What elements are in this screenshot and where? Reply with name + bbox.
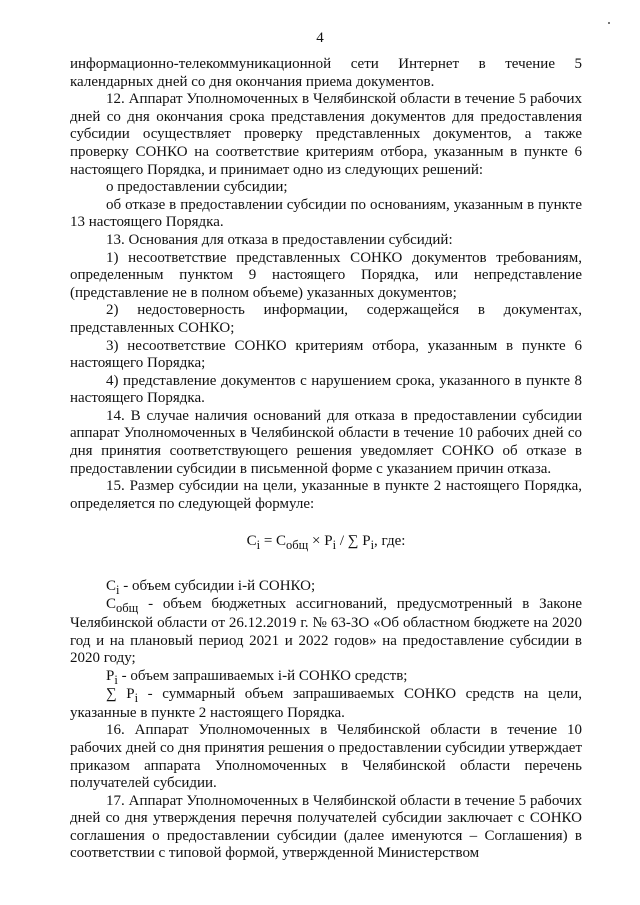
paragraph: 17. Аппарат Уполномоченных в Челябинской области в течение 5 рабочих дней со дня утверждения перечня получателей субсидии заключает с СОНКО соглашения о предоставлении субсидии (далее именуются – Соглашения) в соответствии с типовой формой, утвержденной Министерством	[70, 792, 582, 862]
paragraph: 15. Размер субсидии на цели, указанные в пункте 2 настоящего Порядка, определяется по следующей формуле:	[70, 478, 582, 512]
paragraph: 3) несоответствие СОНКО критериям отбора, указанным в пункте 6 настоящего Порядка;	[70, 337, 582, 372]
paragraph: 16. Аппарат Уполномоченных в Челябинской области в течение 10 рабочих дней со дня принятия решения о предоставлении субсидии утверждает приказом аппарата Уполномоченных в Челябинской области перечень получателей субсидии.	[70, 722, 582, 792]
definition-sum-pi: ∑ $P_i$ - суммарный объем запрашиваемых СОНКО средств на цели, указанные в пункте 2 настоящего Порядка.	[70, 686, 582, 721]
definition-cobsh: $C_{общ}$ - объем бюджетных ассигнований, предусмотренный в Законе Челябинской области от 26.12.2019 г. № 63-ЗО «Об областном бюджете на 2020 год и на плановый период 2021 и 2022 годов» на предоставление субсидии в 2020 году;	[70, 596, 582, 667]
paragraph: о предоставлении субсидии;	[106, 179, 288, 196]
definition-ci: $C_i$ - объем субсидии i-й СОНКО;	[106, 577, 316, 597]
paragraph: информационно-телекоммуникационной сети Интернет в течение 5 календарных дней со дня окончания приема документов.	[70, 56, 582, 90]
subsidy-formula: $C_i = C_{общ} \times P_i$ / ∑ $P_i$, где:	[246, 533, 406, 553]
paragraph: об отказе в предоставлении субсидии по основаниям, указанным в пункте 13 настоящего Порядка.	[70, 196, 582, 231]
definition-pi: $P_i$ - объем запрашиваемых i-й СОНКО средств;	[106, 667, 408, 687]
paragraph: 12. Аппарат Уполномоченных в Челябинской области в течение 5 рабочих дней со дня окончания срока представления документов для предоставления субсидии осуществляет проверку представленных документов, а также проверку СОНКО на соответствие критериям отбора, указанным в пункте 6 настоящего Порядка, и принимает одно из следующих решений:	[70, 91, 582, 178]
document-body	[70, 56, 582, 863]
paragraph: 2) недостоверность информации, содержащейся в документах, представленных СОНКО;	[70, 302, 582, 336]
paragraph: 4) представление документов с нарушением срока, указанного в пункте 8 настоящего Порядка.	[70, 372, 582, 407]
page-number: 4	[316, 30, 324, 46]
paragraph: 1) несоответствие представленных СОНКО документов требованиям, определенным пунктом 9 настоящего Порядка, или непредставление (представление не в полном объеме) указанных документов;	[70, 249, 582, 301]
paragraph: 14. В случае наличия оснований для отказа в предоставлении субсидии аппарат Уполномоченных в Челябинской области в течение 10 рабочих дней со дня принятия соответствующего решения уведомляет СОНКО об отказе в предоставлении субсидии в письменной форме с указанием причин отказа.	[70, 407, 582, 477]
paragraph: 13. Основания для отказа в предоставлении субсидий:	[106, 231, 453, 248]
scan-mark	[608, 22, 610, 24]
